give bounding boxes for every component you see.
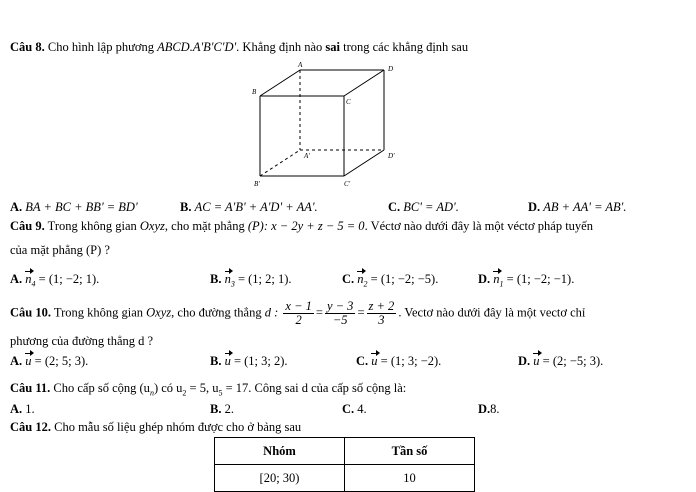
q10-stem: Câu 10. Trong không gian Oxyz, cho đường thẳng d : $\frac{x - 1}{2}$ = $\frac{y - 3}{-5}$ = $\frac{z + 2}{3}$ . Vectơ nào dưới đây là một vectơ chỉ	[10, 299, 586, 327]
frequency-table	[214, 437, 475, 492]
label-B1: B'	[254, 180, 260, 188]
q8-option-d[interactable]: D. AB + AA' = AB'.	[528, 200, 627, 214]
edge-C1D1	[344, 150, 384, 176]
q11-option-d[interactable]: D.8.	[478, 402, 500, 416]
q11-option-a[interactable]: A. 1.	[10, 402, 35, 416]
edge-B1A1-hidden	[260, 150, 300, 176]
q11-stem: Câu 11. Cho cấp số cộng $(u_n)$ có $u_2 = 5$, $u_5 = 17$. Công sai d của cấp số cộng là:	[10, 381, 407, 398]
q11-option-c[interactable]: C. 4.	[342, 402, 367, 416]
q9-stem-line2: của mặt phẳng (P) ?	[10, 243, 110, 257]
table-header-row	[215, 438, 475, 465]
q10-option-a[interactable]: A. u = (2; 5; 3).	[10, 354, 89, 368]
label-B: B	[252, 88, 257, 96]
label-A: A	[298, 61, 303, 69]
label-C1: C'	[344, 180, 351, 188]
label-C: C	[346, 98, 351, 106]
edge-BA	[260, 70, 300, 96]
fraction-x: $\frac{x - 1}{2}$	[285, 299, 312, 327]
q10-stem-line2: phương của đường thẳng d ?	[10, 334, 154, 348]
label-A1: A'	[304, 152, 310, 160]
fraction-z: $\frac{z + 2}{3}$	[368, 299, 395, 327]
header-frequency: Tần số	[345, 438, 475, 465]
q10-option-c[interactable]: C. u = (1; 3; −2).	[356, 354, 442, 368]
table-row	[215, 465, 475, 492]
q10-option-b[interactable]: B. u = (1; 3; 2).	[210, 354, 288, 368]
q10-option-d[interactable]: D. u = (2; −5; 3).	[518, 354, 604, 368]
q11-label: Câu 11.	[10, 381, 51, 395]
q8-option-a[interactable]: A. BA + BC + BB' = BD'	[10, 200, 138, 214]
q8-option-c[interactable]: C. BC' = AD'.	[388, 200, 459, 214]
q9-option-d[interactable]: D. $n_1 = (1$; −2; −1).	[478, 272, 575, 289]
fraction-y: $\frac{y - 3}{-5}$	[326, 299, 354, 327]
q11-option-b[interactable]: B. 2.	[210, 402, 234, 416]
q12-label: Câu 12.	[10, 420, 51, 434]
q8-option-b[interactable]: B. AC = A'B' + A'D' + AA'.	[180, 200, 318, 214]
group-cell: [20; 30)	[215, 465, 345, 492]
header-group: Nhóm	[215, 438, 345, 465]
edge-CD	[344, 70, 384, 96]
q9-option-b[interactable]: B. $n_3 = (1$; 2; 1).	[210, 272, 292, 289]
q9-label: Câu 9.	[10, 219, 45, 233]
cube-figure	[252, 60, 412, 190]
frequency-cell: 10	[345, 465, 475, 492]
q9-option-c[interactable]: C. $n_2 = (1$; −2; −5).	[342, 272, 439, 289]
label-D1: D'	[388, 152, 395, 160]
q9-option-a[interactable]: A. $n_4 = (1$; −2; 1).	[10, 272, 100, 289]
label-D: D	[388, 65, 394, 73]
q12-stem: Câu 12. Cho mẫu số liệu ghép nhóm được cho ở bảng sau	[10, 420, 302, 434]
q9-stem: Câu 9. Trong không gian Oxyz, cho mặt phẳng (P): x − 2y + z − 5 = 0. Véctơ nào dưới đây là một véctơ pháp tuyến	[10, 219, 593, 233]
q8-label: Câu 8.	[10, 40, 45, 54]
q10-label: Câu 10.	[10, 305, 51, 320]
q8-stem: Câu 8. Cho hình lập phương ABCD.A'B'C'D'. Khẳng định nào sai trong các khẳng định sau	[10, 40, 469, 54]
